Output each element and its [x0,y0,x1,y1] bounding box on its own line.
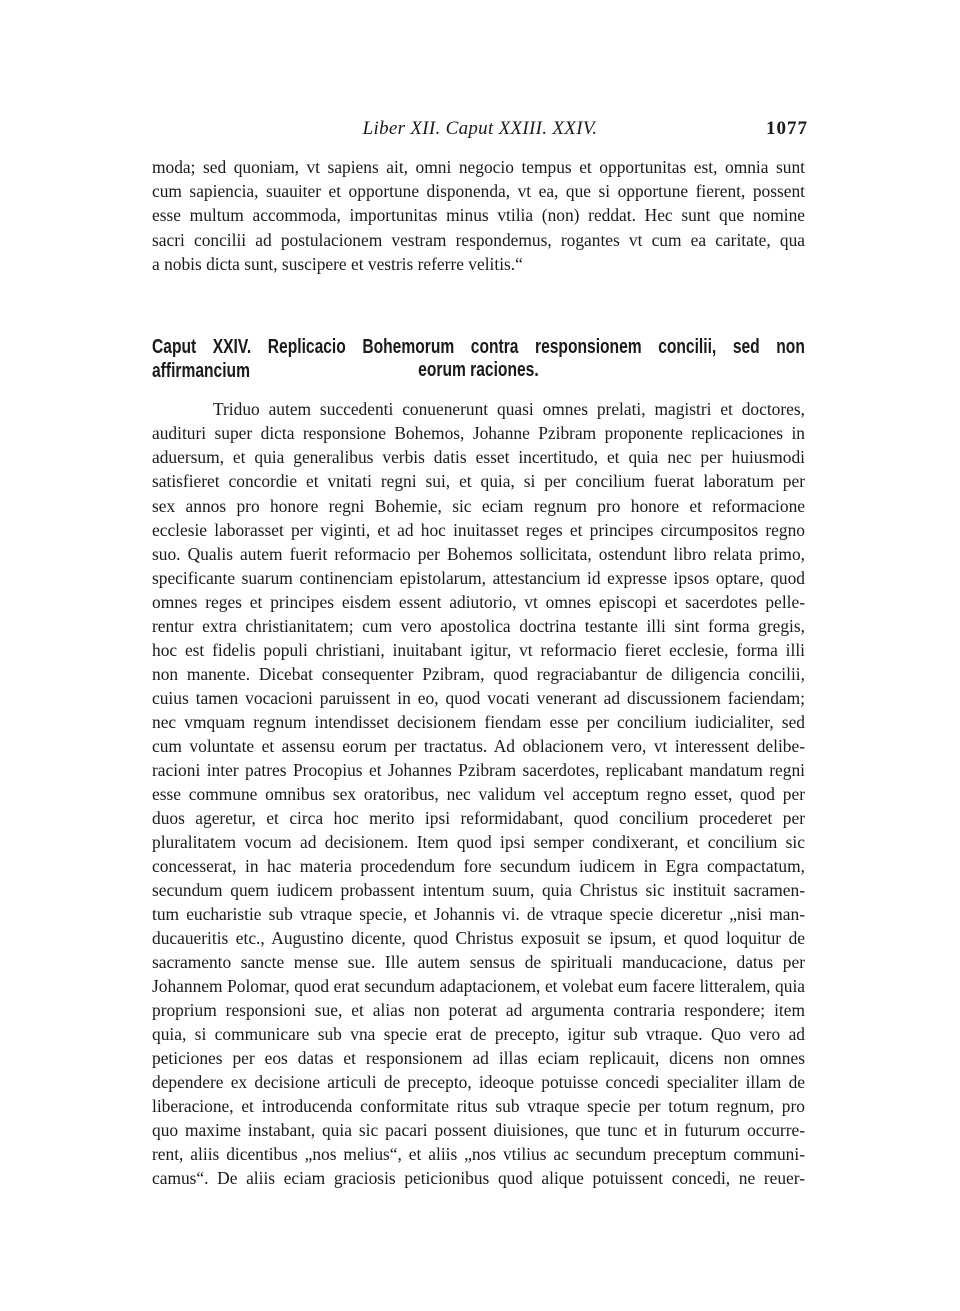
text-line: nec vmquam regnum intendisset decisionem fiendam esse per concilium iudicialiter, sed [152,712,805,732]
text-line: hoc est fidelis populi christiani, inuitabant igitur, vt reformacio fieret ecclesie, forma illi [152,640,805,660]
running-title: Liber XII. Caput XXIII. XXIV. [362,118,598,139]
text-line: ducaueritis etc., Augustino dicente, quod Christus exposuit se ipsum, et quod loquitur de [152,928,805,948]
text-line: Triduo autem succedenti conuenerunt quasi omnes prelati, magistri et doctores, [213,399,805,419]
text-line: duos ageretur, et circa hoc merito ipsi reformidabant, quod concilium procederet per [152,808,805,828]
text-line: camus“. De aliis eciam graciosis peticionibus quod alique potuissent concedi, ne reuer- [152,1168,805,1188]
text-line: moda; sed quoniam, vt sapiens ait, omni negocio tempus et opportunitas est, omnia sunt [152,157,805,177]
chapter-heading-line2: eorum raciones. [418,359,539,381]
text-line: racioni inter patres Procopius et Johannes Pzibram sacerdotes, replicabant mandatum regni [152,760,805,780]
text-line: sacramento sancte mense sue. Ille autem sensus de spirituali manducacione, datus per [152,952,805,972]
text-line: concesserat, in hac materia procedendum fore secundum iudicem in Egra compactatum, [152,856,805,876]
text-line: proprium responsioni sue, et alias non poterat ad argumenta contraria respondere; item [152,1000,805,1020]
text-line: audituri super dicta responsione Bohemos, Johanne Pzibram proponente replicaciones in [152,423,805,443]
text-line: pluralitatem vocum ad decisionem. Item quod ipsi semper condixerant, et concilium sic [152,832,805,852]
text-line: dependere ex decisione articuli de precepto, ideoque potuisse concedi specialiter illam de [152,1072,805,1092]
text-line: peticiones per eos datas et responsionem ad illas eciam replicauit, dicens non omnes [152,1048,805,1068]
running-head [152,118,808,144]
text-line: specificante suarum continenciam epistolarum, attestancium id expresse ipsos optare, quod [152,568,805,588]
page-number: 1077 [766,118,808,139]
text-line: esse multum accommoda, importunitas minus vtilia (non) reddat. Hec sunt que nomine [152,205,805,225]
text-line: satisfieret concordie et vnitati regni sui, et quia, si per concilium fuerat laboratum per [152,471,805,491]
text-line: cuius tamen vocacioni paruissent in eo, quod vocati venerant ad discussionem faciendam; [152,688,805,708]
text-line: sex annos pro honore regni Bohemie, sic eciam regnum pro honore et reformacione [152,496,805,516]
text-line: liberacione, et introducenda conformitate ritus sub vtraque specie per totum regnum, pro [152,1096,805,1116]
text-line: ecclesie laborasset per viginti, et ad hoc inuitasset reges et principes circumpositos regno [152,520,805,540]
text-line: quia, si communicare sub vna specie erat de precepto, igitur sub vtraque. Quo vero ad [152,1024,805,1044]
text-line: suo. Qualis autem fuerit reformacio per Bohemos sollicitata, ostendunt libro relata primo, [152,544,805,564]
chapter-heading-line1: Caput XXIV. Replicacio Bohemorum contra responsionem concilii, sed non affirmancium [152,336,805,382]
text-line: cum sapiencia, suauiter et opportune disponenda, vt ea, que si opportune fierent, possent [152,181,805,201]
text-line: aduersum, et quia generalibus verbis datis esset incertitudo, et quia nec per huiusmodi [152,447,805,467]
text-line: rent, aliis dicentibus „nos melius“, et aliis „nos vtilius ac secundum preceptum communi- [152,1144,805,1164]
text-line: rentur extra christianitatem; cum vero apostolica doctrina testante illi sint forma gregis, [152,616,805,636]
text-line: quo maxime instabant, quia sic pacari possent diuisiones, que tunc et in futurum occurre- [152,1120,805,1140]
text-line: omnes reges et principes eisdem essent adiutorio, vt omnes episcopi et sacerdotes pelle- [152,592,805,612]
text-line: non manente. Dicebat consequenter Pzibram, quod regraciabantur de diligencia concilii, [152,664,805,684]
text-line: secundum quem iudicem probassent intentum suum, quia Christus sic instituit sacramen- [152,880,805,900]
text-line: Johannem Polomar, quod erat secundum adaptacionem, et volebat eum facere litteralem, quia [152,976,805,996]
text-line: cum voluntate et assensu eorum per tractatus. Ad oblacionem vero, vt interessent delibe- [152,736,805,756]
text-line: sacri concilii ad postulacionem vestram respondemus, rogantes vt cum ea caritate, qua [152,230,805,250]
text-line: tum eucharistie sub vtraque specie, et Johannis vi. de vtraque specie diceretur „nisi man- [152,904,805,924]
text-line: esse commune omnibus sex oratoribus, nec validum vel acceptum regno esset, quod per [152,784,805,804]
text-line: a nobis dicta sunt, suscipere et vestris referre velitis.“ [152,254,523,274]
